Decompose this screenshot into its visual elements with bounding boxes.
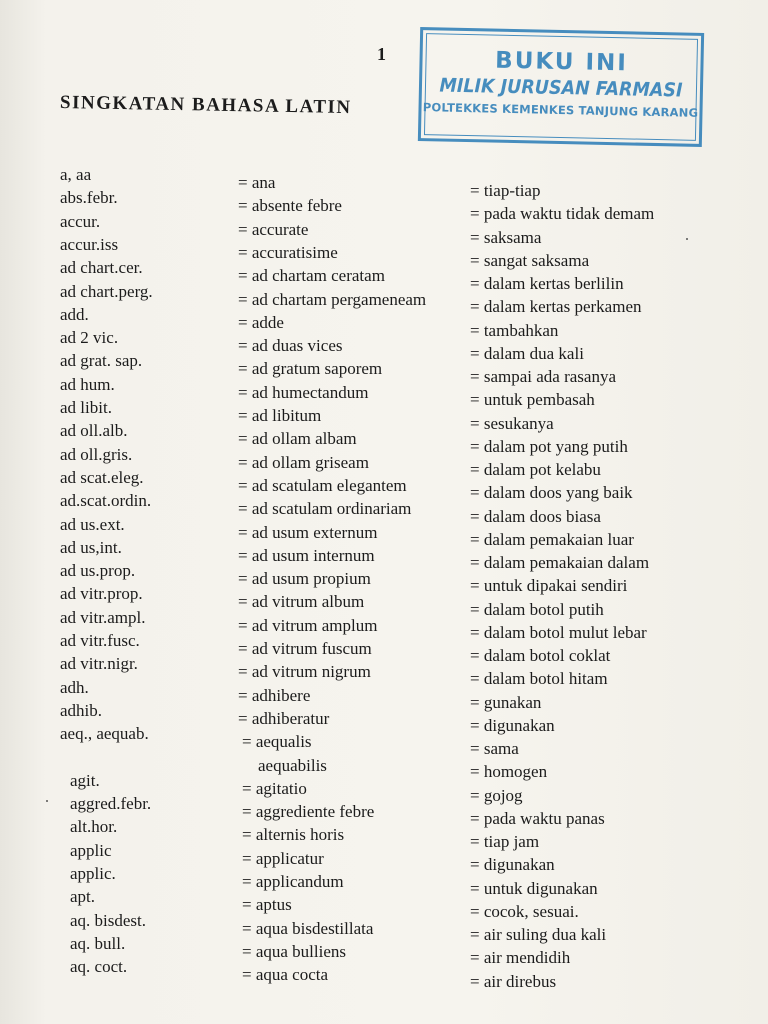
abbreviation: ad oll.gris.: [60, 444, 133, 464]
abbreviation: accur.: [60, 211, 101, 231]
indonesian-meaning: = dalam pot kelabu: [470, 460, 601, 479]
abbreviation: aq. bull.: [70, 933, 126, 953]
latin-term: = ad usum externum: [238, 522, 378, 542]
abbreviation: ad us.prop.: [60, 561, 136, 581]
latin-term: = ad scatulam elegantem: [238, 475, 407, 495]
latin-term: = aqua bisdestillata: [242, 918, 374, 938]
abbreviation: a, aa: [60, 165, 92, 184]
indonesian-meaning: = digunakan: [470, 715, 555, 735]
latin-term: = accuratisime: [238, 242, 338, 262]
indonesian-meaning: = tiap-tiap: [470, 181, 541, 200]
latin-term: = ad duas vices: [238, 336, 343, 356]
latin-term: = ad usum propium: [238, 569, 371, 589]
abbreviation: ad vitr.nigr.: [60, 654, 138, 674]
indonesian-meaning: = gojog: [470, 785, 523, 805]
abbreviation: ad 2 vic.: [60, 328, 119, 348]
indonesian-meaning: = digunakan: [470, 855, 555, 875]
indonesian-meaning: = dalam doos biasa: [470, 506, 601, 526]
page-title: SINGKATAN BAHASA LATIN: [59, 92, 352, 119]
latin-term: = applicatur: [242, 848, 324, 868]
stamp-line-2: MILIK JURUSAN FARMASI: [439, 74, 683, 102]
latin-term: = ad gratum saporem: [238, 359, 383, 379]
indonesian-meaning: = tiap jam: [470, 832, 540, 851]
latin-term: = ad vitrum amplum: [238, 615, 378, 635]
latin-term: = absente febre: [238, 196, 342, 216]
indonesian-meaning: = dalam botol hitam: [470, 669, 608, 689]
indonesian-meaning: = dalam botol coklat: [470, 646, 611, 665]
abbreviation: agit.: [70, 770, 100, 790]
latin-term: = ad chartam pergameneam: [238, 289, 427, 309]
indonesian-meaning: = untuk digunakan: [470, 878, 598, 898]
latin-term: = adhiberatur: [238, 708, 330, 728]
indonesian-meaning: = dalam botol putih: [470, 599, 604, 619]
indonesian-meaning: = cocok, sesuai.: [470, 901, 579, 921]
indonesian-meaning: = homogen: [470, 762, 548, 782]
page-number: 1: [377, 44, 386, 64]
abbreviation: ad vitr.prop.: [60, 584, 143, 604]
latin-term: = ad vitrum nigrum: [238, 662, 371, 682]
abbreviation: adhib.: [60, 700, 103, 720]
latin-term: = ad libitum: [238, 406, 322, 425]
latin-term: = aptus: [242, 895, 292, 915]
latin-term: = aequalis: [242, 732, 312, 752]
indonesian-meaning: = dalam dua kali: [470, 343, 584, 363]
indonesian-meaning: = sampai ada rasanya: [470, 367, 616, 386]
abbreviation: aggred.febr.: [70, 794, 152, 814]
latin-term: = ad usum internum: [238, 545, 375, 565]
latin-term: = ad scatulam ordinariam: [238, 499, 412, 519]
latin-term: = aqua bulliens: [242, 941, 347, 961]
latin-term: = ad vitrum fuscum: [238, 639, 372, 658]
abbreviation: ad libit.: [60, 398, 112, 417]
abbreviation: applic.: [70, 864, 116, 883]
ink-speck: [46, 800, 48, 802]
abbreviation: apt.: [70, 887, 96, 907]
indonesian-meaning: = dalam kertas berlilin: [470, 274, 624, 293]
indonesian-meaning: = air direbus: [470, 971, 557, 991]
stamp-line-3: POLTEKKES KEMENKES TANJUNG KARANG: [422, 100, 699, 120]
indonesian-meaning: = sama: [470, 739, 519, 758]
ink-speck: [686, 238, 688, 240]
abbreviation: aq. bisdest.: [70, 910, 147, 930]
abbreviation: alt.hor.: [70, 817, 118, 837]
latin-term: = ad vitrum album: [238, 592, 365, 612]
latin-term: = aggrediente febre: [242, 802, 375, 822]
abbreviation: ad grat. sap.: [60, 351, 143, 371]
latin-term: = adde: [238, 312, 284, 332]
abbreviation: aq. coct.: [70, 957, 128, 977]
abbreviation: adh.: [60, 677, 89, 697]
stamp-line-1: BUKU INI: [494, 47, 629, 77]
abbreviation: ad vitr.ampl.: [60, 607, 146, 627]
indonesian-meaning: = pada waktu panas: [470, 808, 605, 828]
latin-term: = accurate: [238, 219, 309, 239]
abbreviation: abs.febr.: [60, 188, 118, 208]
indonesian-meaning: = sangat saksama: [470, 250, 590, 270]
abbreviation: ad chart.cer.: [60, 258, 143, 278]
indonesian-meaning: = tambahkan: [470, 320, 559, 340]
latin-term: = applicandum: [242, 872, 344, 891]
indonesian-meaning: = dalam botol mulut lebar: [470, 622, 647, 642]
latin-term: = aqua cocta: [242, 965, 329, 985]
abbreviation: ad scat.eleg.: [60, 467, 144, 487]
latin-term: = ad chartam ceratam: [238, 266, 385, 286]
indonesian-meaning: = pada waktu tidak demam: [470, 204, 655, 224]
latin-term: = alternis horis: [242, 825, 345, 845]
abbreviation: ad.scat.ordin.: [60, 491, 152, 511]
indonesian-meaning: = dalam pemakaian dalam: [470, 553, 650, 572]
latin-term: = ana: [238, 173, 276, 192]
indonesian-meaning: = dalam pot yang putih: [470, 436, 628, 456]
indonesian-meaning: = gunakan: [470, 692, 542, 712]
abbreviation: ad chart.perg.: [60, 281, 153, 301]
indonesian-meaning: = dalam kertas perkamen: [470, 297, 642, 317]
latin-term: = agitatio: [242, 778, 307, 798]
latin-term: aequabilis: [258, 755, 327, 775]
latin-term: = ad ollam griseam: [238, 452, 369, 472]
abbreviation: ad hum.: [60, 374, 115, 394]
latin-term: = ad ollam albam: [238, 429, 357, 449]
abbreviation: applic: [70, 840, 112, 860]
indonesian-meaning: = air mendidih: [470, 948, 571, 968]
abbreviation: add.: [60, 304, 89, 324]
indonesian-meaning: = untuk pembasah: [470, 390, 595, 410]
abbreviation: ad vitr.fusc.: [60, 631, 140, 650]
indonesian-meaning: = saksama: [470, 227, 542, 247]
latin-term: = ad humectandum: [238, 382, 369, 402]
abbreviation: ad oll.alb.: [60, 421, 128, 441]
latin-term: = adhibere: [238, 685, 311, 705]
abbreviation: ad us,int.: [60, 537, 122, 557]
indonesian-meaning: = dalam pemakaian luar: [470, 529, 634, 549]
abbreviation: accur.iss: [60, 234, 119, 254]
indonesian-meaning: = untuk dipakai sendiri: [470, 576, 628, 596]
indonesian-meaning: = air suling dua kali: [470, 925, 607, 944]
abbreviation: aeq., aequab.: [60, 724, 149, 744]
abbreviation: ad us.ext.: [60, 514, 125, 534]
indonesian-meaning: = sesukanya: [470, 413, 554, 433]
indonesian-meaning: = dalam doos yang baik: [470, 483, 633, 503]
